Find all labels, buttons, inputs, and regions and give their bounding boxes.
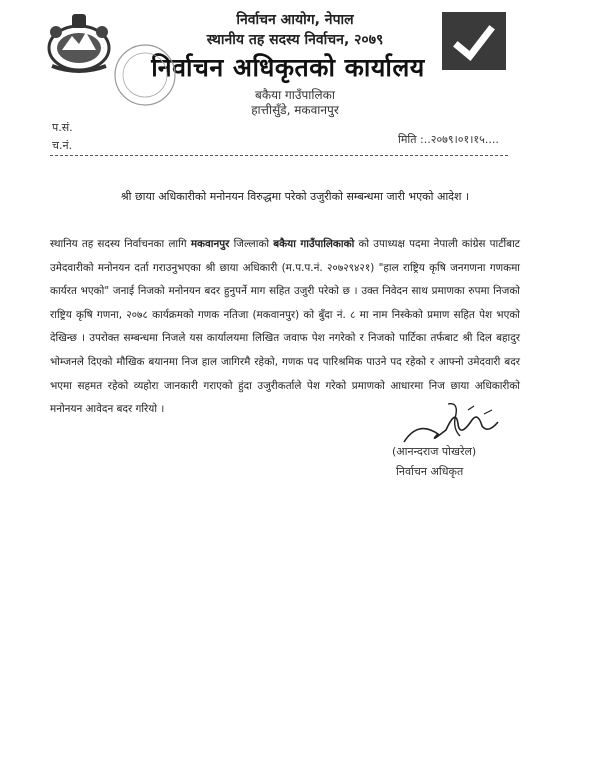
dispatch-number-label: च.नं. bbox=[52, 139, 73, 152]
header-divider bbox=[50, 155, 508, 156]
commission-name: निर्वाचन आयोग, नेपाल bbox=[236, 12, 354, 28]
signatory-title: निर्वाचन अधिकृत bbox=[396, 465, 464, 478]
letter-date: मिति :..२०७९।०१।१५.... bbox=[398, 133, 499, 146]
office-title: निर्वाचन अधिकृतको कार्यालय bbox=[151, 53, 425, 82]
letter-number-label: प.सं. bbox=[52, 121, 73, 134]
letter-body: स्थानिय तह सदस्य निर्वाचनका लागि मकवानपुर जिल्लाको बकैया गाउँपालिकाको को उपाध्यक्ष पदमा नेपाली कांग्रेस पार्टीबाट उमेदवारीको मनोनयन दर्ता गराउनुभएका श्री छाया अधिकारी (म.प.प.नं. २०७२९४२१) "हाल राष्ट्रिय कृषि जनगणना गणकमा कार्यरत भएको" जनाई निजको मनोनयन बदर हुनुपर्ने माग सहित उजुरी परेको छ । उक्त निवेदन साथ प्रमाणका रुपमा निजको राष्ट्रिय कृषि गणना, २०७८ कार्यक्रमको गणक नतिजा (मकवानपुर) को बुँदा नं. ८ मा नाम निस्केको प्रमाण सहित पेश भएको देखिन्छ । उपरोक्त सम्बन्धमा निजले यस कार्यालयमा लिखित जवाफ पेश नगरेको र निजको पार्टिका तर्फबाट श्री दिल बहादुर भोम्जनले दिएको मौखिक बयानमा निज हाल जागिरमै रहेको, गणक पद पारिश्रमिक पाउने पद रहेको र आफ्नो उमेदवारी बदर भएमा सहमत रहेको व्यहोरा जानकारी गराएको हुंदा उजुरीकर्ताले पेश गरेको प्रमाणको आधारमा निज छाया अधिकारीको मनोनयन आवेदन बदर गरियो । bbox=[50, 238, 521, 416]
election-name: स्थानीय तह सदस्य निर्वाचन, २०७९ bbox=[206, 32, 384, 48]
letter-subject: श्री छाया अधिकारीको मनोनयन विरुद्धमा परेको उजुरीको सम्बन्धमा जारी भएको आदेश । bbox=[120, 190, 470, 203]
office-address: हात्तीसुँडे, मकवानपुर bbox=[251, 103, 339, 117]
municipality-name: बकैया गाउँपालिका bbox=[255, 88, 335, 102]
nepal-emblem-icon bbox=[42, 10, 116, 76]
signature bbox=[398, 400, 508, 450]
signatory-name: (आनन्दराज पोखरेल) bbox=[392, 445, 477, 458]
